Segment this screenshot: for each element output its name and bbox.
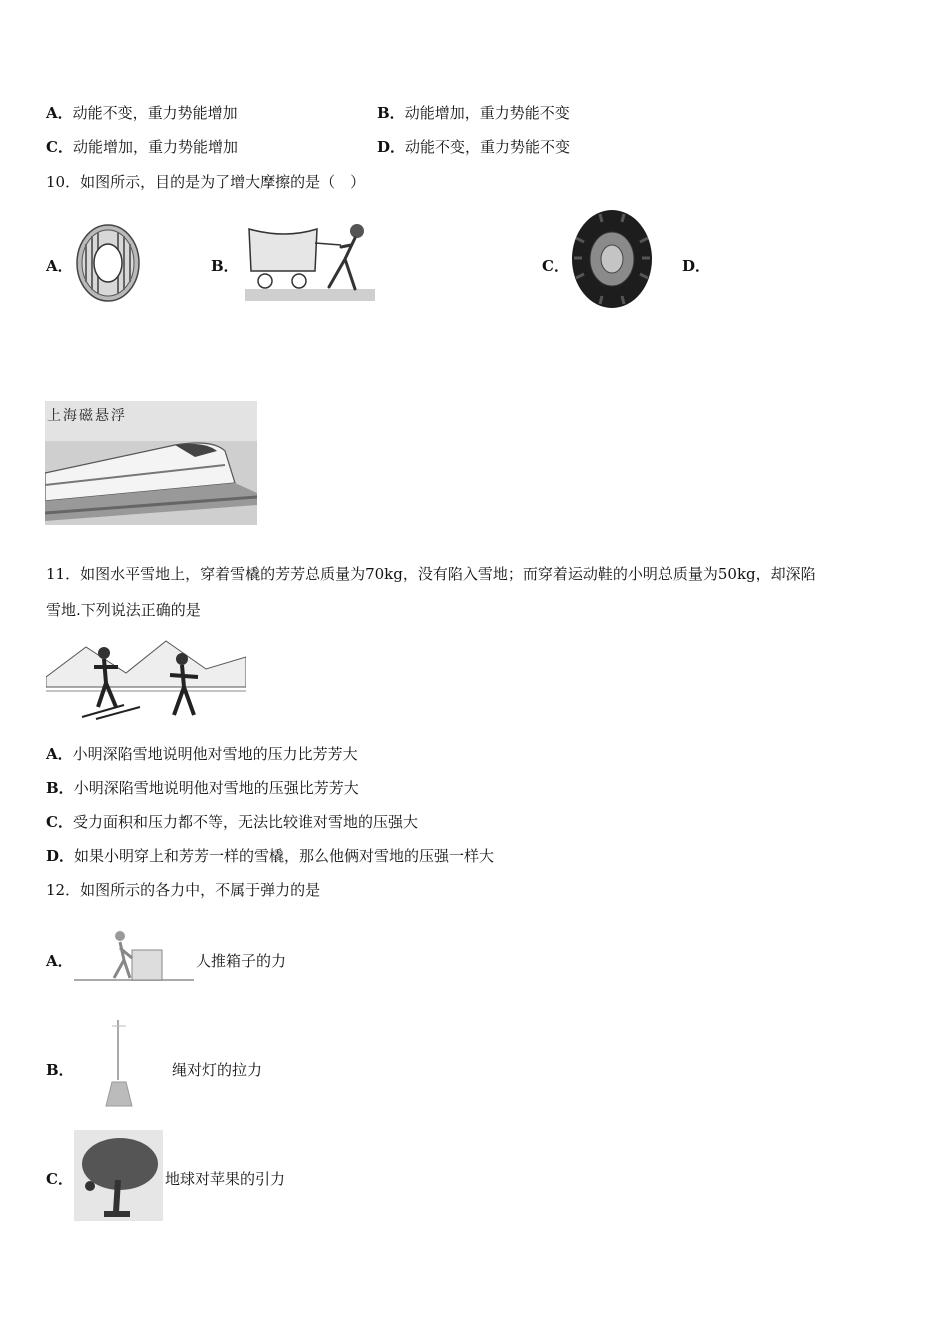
tire-figure bbox=[570, 208, 654, 310]
q11-option-a bbox=[46, 743, 358, 764]
q9-option-d bbox=[377, 136, 570, 157]
q11-option-c bbox=[46, 811, 418, 832]
bearing-figure bbox=[72, 222, 142, 304]
q9-option-c bbox=[46, 136, 238, 157]
q12-option-c-letter: C． bbox=[46, 1170, 73, 1188]
q11-stem-line1 bbox=[46, 563, 816, 584]
q9-option-c-text: 动能增加，重力势能增加 bbox=[72, 138, 238, 156]
apple-tree-figure bbox=[74, 1130, 163, 1221]
q10-label-c: C． bbox=[542, 257, 569, 275]
q12-option-a-letter: A． bbox=[46, 952, 73, 970]
q12-option-b-text: 绳对灯的拉力 bbox=[172, 1061, 263, 1079]
q11-option-a-text: 小明深陷雪地说明他对雪地的压力比芳芳大 bbox=[72, 745, 358, 763]
hanging-lamp-figure bbox=[74, 1016, 164, 1114]
q11-option-c-text: 受力面积和压力都不等，无法比较谁对雪地的压强大 bbox=[72, 813, 418, 831]
q11-number: 11． bbox=[46, 565, 81, 583]
q11-option-d bbox=[46, 845, 494, 866]
q10-label-b: B． bbox=[211, 257, 239, 275]
q10-number: 10． bbox=[46, 173, 81, 191]
q9-option-d-text: 动能不变，重力势能不变 bbox=[405, 138, 571, 156]
q9-option-c-letter: C． bbox=[46, 138, 73, 156]
q12-stem bbox=[46, 879, 320, 900]
q11-stem-line2: 雪地.下列说法正确的是 bbox=[46, 601, 201, 619]
maglev-train-figure bbox=[45, 401, 257, 525]
q11-option-d-text: 如果小明穿上和芳芳一样的雪橇，那么他俩对雪地的压强一样大 bbox=[74, 847, 495, 865]
q11-option-c-letter: C． bbox=[46, 813, 73, 831]
q11-stem-text-1: 如图水平雪地上，穿着雪橇的芳芳总质量为70kg，没有陷入雪地；而穿着运动鞋的小明总质量为50kg，却深陷 bbox=[80, 565, 816, 583]
cart-figure bbox=[245, 219, 375, 304]
push-box-figure bbox=[74, 926, 194, 988]
q9-option-a-letter: A． bbox=[46, 104, 73, 122]
q9-option-d-letter: D． bbox=[377, 138, 406, 156]
q9-option-b bbox=[377, 102, 570, 123]
q11-option-d-letter: D． bbox=[46, 847, 75, 865]
q10-label-a: A． bbox=[46, 257, 73, 275]
q12-option-a-text: 人推箱子的力 bbox=[196, 952, 287, 970]
q11-option-a-letter: A． bbox=[46, 745, 73, 763]
q10-label-d: D． bbox=[682, 257, 711, 275]
train-caption: 上海磁悬浮 bbox=[47, 408, 127, 424]
q12-option-b-letter: B． bbox=[46, 1061, 74, 1079]
q11-option-b bbox=[46, 777, 359, 798]
q9-option-a-text: 动能不变，重力势能增加 bbox=[72, 104, 238, 122]
q12-stem-text: 如图所示的各力中，不属于弹力的是 bbox=[80, 881, 321, 899]
q10-stem-text: 如图所示，目的是为了增大摩擦的是（ ） bbox=[80, 173, 366, 191]
q9-option-a bbox=[46, 102, 238, 123]
q12-option-c-text: 地球对苹果的引力 bbox=[165, 1170, 286, 1188]
q9-option-b-text: 动能增加，重力势能不变 bbox=[404, 104, 570, 122]
q10-stem bbox=[46, 171, 365, 192]
snow-figure bbox=[46, 637, 246, 723]
q12-number: 12． bbox=[46, 881, 81, 899]
q9-option-b-letter: B． bbox=[377, 104, 405, 122]
q11-option-b-letter: B． bbox=[46, 779, 74, 797]
q11-option-b-text: 小明深陷雪地说明他对雪地的压强比芳芳大 bbox=[73, 779, 359, 797]
